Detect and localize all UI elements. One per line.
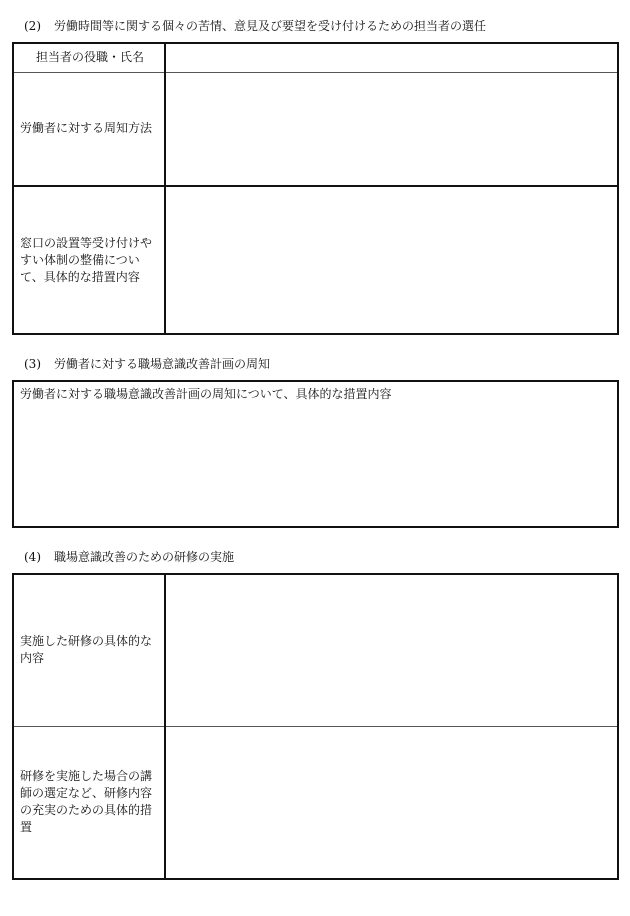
section-2-table <box>12 42 619 335</box>
training-enhancement-label: 研修を実施した場合の講師の選定など、研修内容の充実のための具体的措置 <box>13 726 165 879</box>
person-in-charge-field[interactable] <box>165 43 618 72</box>
plan-notification-label: 労働者に対する職場意識改善計画の周知について、具体的な措置内容 <box>20 387 392 401</box>
consultation-window-field[interactable] <box>165 186 618 334</box>
training-content-label: 実施した研修の具体的な内容 <box>13 574 165 726</box>
section-3-box[interactable] <box>12 380 619 528</box>
notification-method-field[interactable] <box>165 72 618 186</box>
training-enhancement-field[interactable] <box>165 726 618 879</box>
section-3-number: (3) <box>24 357 41 371</box>
section-2-title: 労働時間等に関する個々の苦情、意見及び要望を受け付けるための担当者の選任 <box>54 19 487 33</box>
section-3-title: 労働者に対する職場意識改善計画の周知 <box>54 357 271 371</box>
section-4-title: 職場意識改善のための研修の実施 <box>54 550 235 564</box>
section-4-number: (4) <box>24 550 41 564</box>
section-4-heading <box>24 549 234 565</box>
notification-method-label: 労働者に対する周知方法 <box>13 72 165 186</box>
section-2-heading <box>24 18 486 34</box>
section-3-heading <box>24 356 270 372</box>
consultation-window-label: 窓口の設置等受け付けやすい体制の整備について、具体的な措置内容 <box>13 186 165 334</box>
person-in-charge-label: 担当者の役職・氏名 <box>13 43 165 72</box>
section-2-number: (2) <box>24 19 41 33</box>
section-4-table <box>12 573 619 880</box>
training-content-field[interactable] <box>165 574 618 726</box>
